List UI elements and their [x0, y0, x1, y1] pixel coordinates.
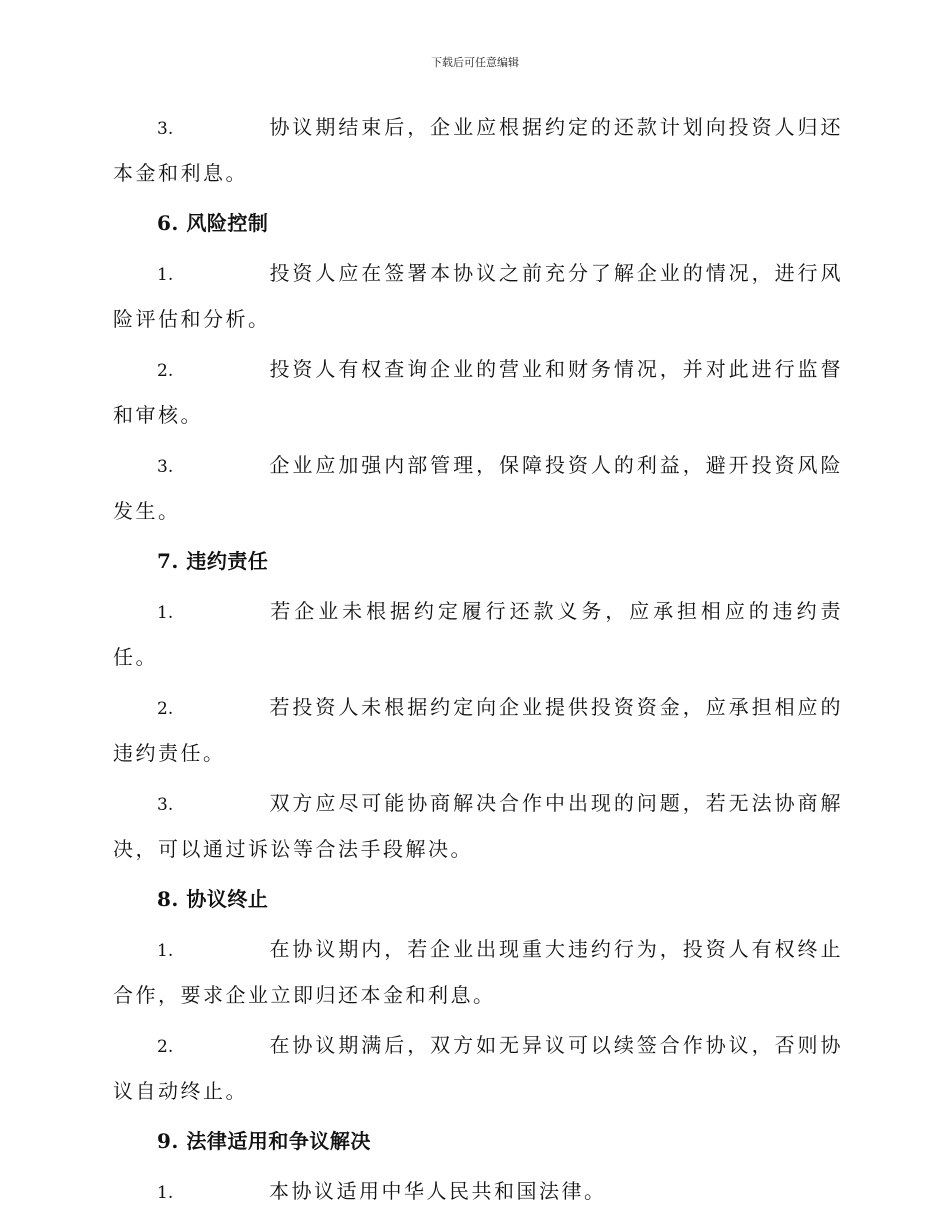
clause-number: 3. — [157, 795, 174, 815]
risk-clause-1 — [113, 251, 843, 341]
section-heading-termination: 8. 协议终止 — [157, 887, 269, 911]
clause-text: 投资人应在签署本协议之前充分了解企业的情况，进行风险评估和分析。 — [113, 261, 843, 331]
clause-text: 在协议期内，若企业出现重大违约行为，投资人有权终止合作，要求企业立即归还本金和利息。 — [113, 937, 843, 1007]
clause-number: 2. — [157, 699, 174, 719]
clause-text: 投资人有权查询企业的营业和财务情况，并对此进行监督和审核。 — [113, 357, 843, 427]
clause-number: 1. — [157, 941, 174, 961]
section-heading-governing-law: 9. 法律适用和争议解决 — [157, 1129, 371, 1153]
clause-number: 1. — [157, 1183, 174, 1203]
risk-clause-2 — [113, 347, 843, 437]
clause-number: 3. — [157, 119, 174, 139]
clause-number: 3. — [157, 457, 174, 477]
page-header-note: 下载后可任意编辑 — [431, 56, 519, 69]
clause-text: 企业应加强内部管理，保障投资人的利益，避开投资风险发生。 — [113, 453, 843, 523]
termination-clause-1 — [113, 927, 843, 1017]
law-clause-1 — [113, 1169, 843, 1215]
clause-number: 1. — [157, 265, 174, 285]
liability-clause-2 — [113, 685, 843, 775]
risk-clause-3 — [113, 443, 843, 533]
clause-text: 双方应尽可能协商解决合作中出现的问题，若无法协商解决，可以通过诉讼等合法手段解决。 — [113, 791, 843, 861]
liability-clause-1 — [113, 589, 843, 679]
liability-clause-3 — [113, 781, 843, 871]
clause-text: 本协议适用中华人民共和国法律。 — [269, 1179, 607, 1203]
document-body — [113, 105, 843, 1221]
clause-number: 2. — [157, 1037, 174, 1057]
clause-text: 在协议期满后，双方如无异议可以续签合作协议，否则协议自动终止。 — [113, 1033, 843, 1103]
clause-number: 2. — [157, 361, 174, 381]
termination-clause-2 — [113, 1023, 843, 1113]
clause-text: 若企业未根据约定履行还款义务，应承担相应的违约责任。 — [113, 599, 843, 669]
clause-text: 协议期结束后，企业应根据约定的还款计划向投资人归还本金和利息。 — [113, 115, 843, 185]
section-heading-risk-control: 6. 风险控制 — [157, 211, 269, 235]
section-heading-liability: 7. 违约责任 — [157, 549, 269, 573]
clause-number: 1. — [157, 603, 174, 623]
clause-3-repayment — [113, 105, 843, 195]
clause-text: 若投资人未根据约定向企业提供投资资金，应承担相应的违约责任。 — [113, 695, 843, 765]
